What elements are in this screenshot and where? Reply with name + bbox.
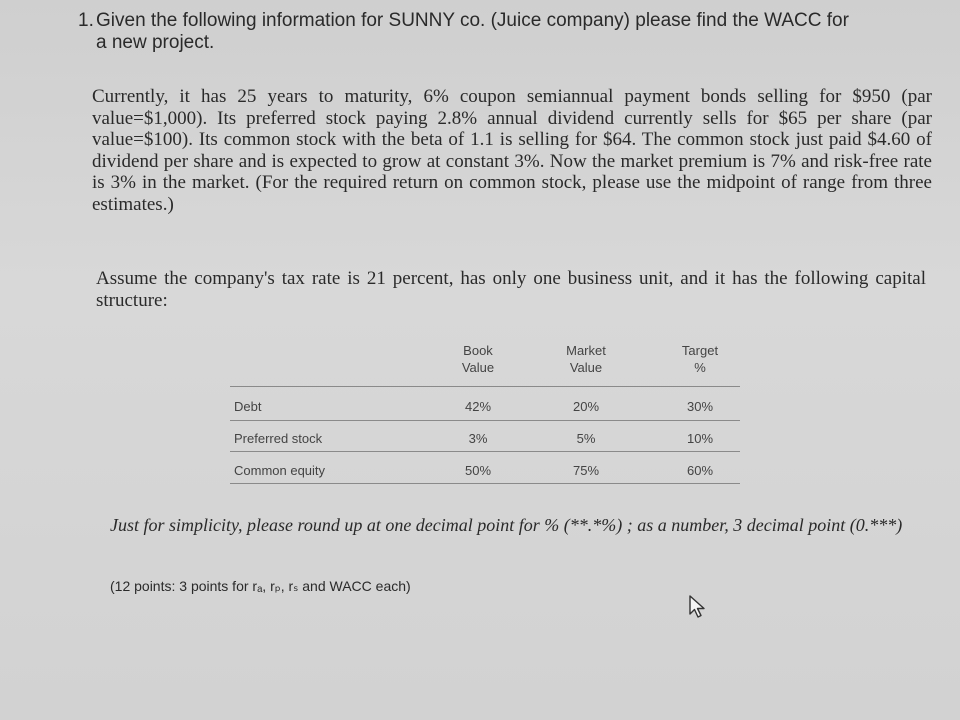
cell-book: 3% — [468, 431, 488, 446]
row-label: Debt — [234, 399, 262, 414]
cell-book: 42% — [464, 399, 492, 414]
header-target-line1: Target — [681, 343, 719, 358]
question-title: Given the following information for SUNNY co. (Juice company) please find the WACC for — [96, 10, 849, 31]
header-market-value — [556, 342, 616, 376]
cell-market: 75% — [572, 463, 600, 478]
points-note: (12 points: 3 points for rₐ, rₚ, rₛ and WACC each) — [110, 578, 411, 594]
cell-market: 5% — [576, 431, 596, 446]
header-book-value — [448, 342, 508, 376]
question-number: 1. — [78, 10, 94, 31]
table-rule — [230, 451, 740, 452]
table-rule — [230, 420, 740, 421]
capital-structure-intro: Assume the company's tax rate is 21 percent, has only one business unit, and it has the following capital structure: — [96, 268, 926, 311]
header-target-line2: % — [694, 360, 706, 375]
question-heading — [78, 10, 938, 54]
header-book-line2: Value — [461, 360, 495, 375]
bond-stock-info-paragraph: Currently, it has 25 years to maturity, 6% coupon semiannual payment bonds selling for $950 (par value=$1,000). Its preferred stock paying 2.8% annual dividend currently sells for $65 per share (par value=$100). Its common stock with the beta of 1.1 is selling for $64. The common stock just paid $4.60 of dividend per share and is expected to grow at constant 3%. Now the market premium is 7% and risk-free rate is 3% in the market. (For the required return on common stock, please use the midpoint of range from three estimates.) — [92, 86, 932, 215]
rounding-instructions: Just for simplicity, please round up at one decimal point for % (**.*%) ; as a number, 3 decimal point (0.***) — [110, 515, 903, 535]
header-market-line2: Value — [569, 360, 603, 375]
table-rule — [230, 483, 740, 484]
cell-market: 20% — [572, 399, 600, 414]
cell-target: 30% — [686, 399, 714, 414]
table-rule — [230, 386, 740, 387]
header-market-line1: Market — [566, 343, 606, 358]
header-book-line1: Book — [463, 343, 493, 358]
cell-book: 50% — [464, 463, 492, 478]
question-title-continued: a new project. — [96, 32, 215, 53]
cell-target: 60% — [686, 463, 714, 478]
row-label: Common equity — [234, 463, 326, 478]
header-target — [670, 342, 730, 376]
cell-target: 10% — [686, 431, 714, 446]
mouse-pointer-icon — [688, 594, 708, 625]
row-label: Preferred stock — [234, 431, 323, 446]
